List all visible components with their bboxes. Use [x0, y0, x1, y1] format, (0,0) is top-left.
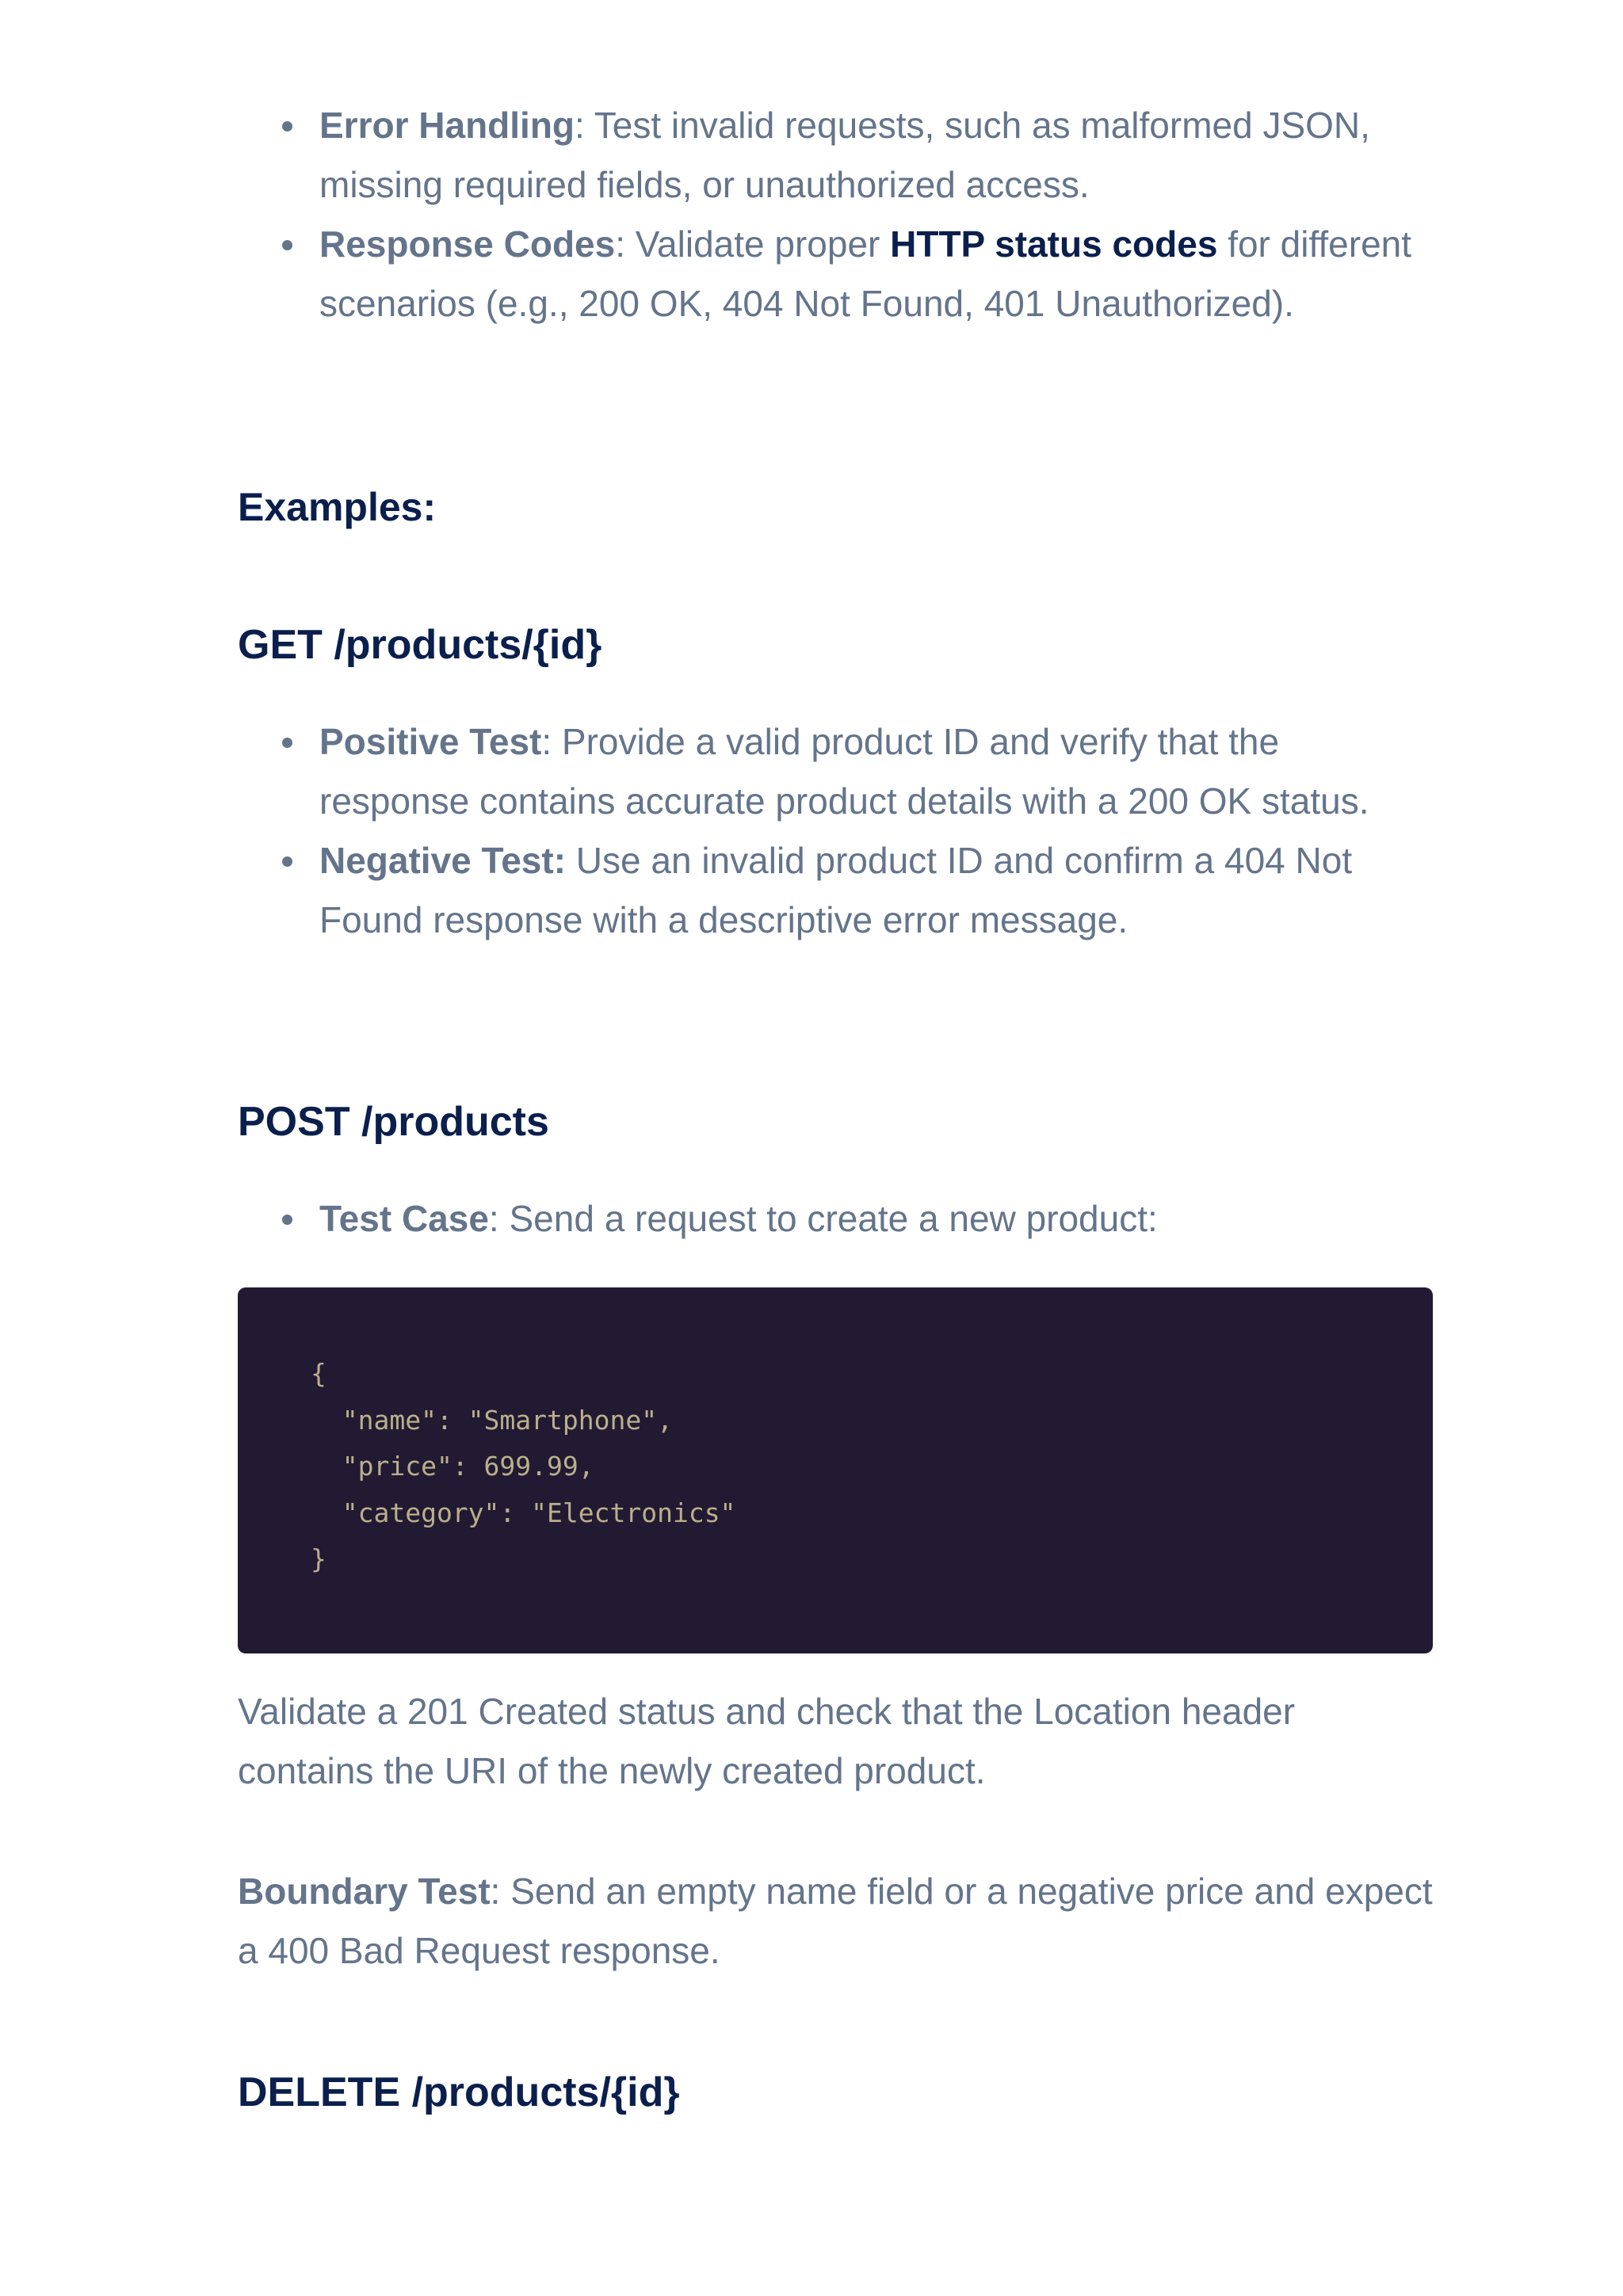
bullet-lead: Positive Test: [319, 721, 542, 762]
bullet-emphasis: HTTP status codes: [890, 223, 1218, 265]
examples-heading: Examples:: [238, 485, 437, 529]
code-content: { "name": "Smartphone", "price": 699.99, "category": "Electronics" }: [311, 1358, 736, 1574]
list-item: [238, 1189, 1433, 1249]
bullet-lead: Test Case: [319, 1198, 489, 1239]
bullet-lead: Negative Test:: [319, 840, 567, 881]
boundary-test-paragraph: [238, 1862, 1433, 1981]
bullet-text: for different scenarios (e.g., 200 OK, 404 Not Found, 401 Unauthorized).: [319, 223, 1412, 324]
code-block: [238, 1287, 1433, 1653]
get-endpoint-heading: GET /products/{id}: [238, 622, 602, 668]
bullet-text: : Send a request to create a new product:: [488, 1198, 1158, 1239]
bullet-lead: Error Handling: [319, 105, 575, 146]
list-item: [238, 96, 1433, 215]
post-endpoint-heading: POST /products: [238, 1099, 549, 1145]
get-test-list: [238, 712, 1433, 950]
bullet-text: : Provide a valid product ID and verify that the response contains accurate product details with a 200 OK status.: [319, 721, 1369, 822]
paragraph-text: : Send an empty name field or a negative price and expect a 400 Bad Request response.: [238, 1871, 1433, 1971]
bullet-text: : Test invalid requests, such as malformed JSON, missing required fields, or unauthorized access.: [319, 105, 1370, 205]
post-test-list: [238, 1189, 1433, 1249]
list-item: [238, 215, 1433, 334]
delete-endpoint-heading: DELETE /products/{id}: [238, 2069, 680, 2115]
list-item: [238, 712, 1433, 831]
bullet-lead: Response Codes: [319, 223, 616, 265]
bullet-text: Use an invalid product ID and confirm a 404 Not Found response with a descriptive error message.: [319, 840, 1353, 940]
intro-bullet-list: [238, 96, 1433, 334]
bullet-text: : Validate proper: [615, 223, 891, 265]
paragraph-lead: Boundary Test: [238, 1871, 491, 1912]
list-item: [238, 831, 1433, 950]
validate-paragraph: Validate a 201 Created status and check that the Location header contains the URI of the newly created product.: [238, 1691, 1296, 1791]
